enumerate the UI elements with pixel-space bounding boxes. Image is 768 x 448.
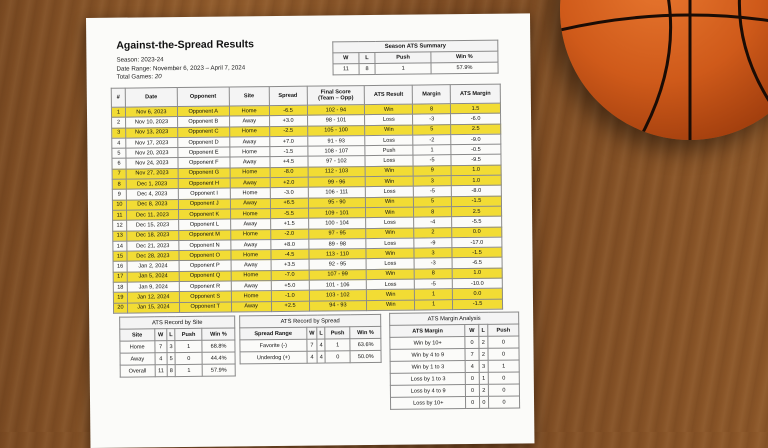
results-cell: Opponent Q [179, 271, 231, 282]
spread-cell: 0 [325, 351, 350, 363]
results-cell: Away [231, 281, 271, 292]
results-cell: -1.0 [271, 291, 309, 302]
results-cell: +3.5 [271, 260, 309, 271]
results-cell: +8.0 [270, 239, 308, 250]
results-cell: 94 - 93 [309, 300, 367, 311]
results-cell: 99 - 96 [308, 177, 366, 188]
summary-value: 1 [375, 63, 431, 75]
margin-cell: 0 [489, 396, 520, 408]
spread-cell: 1 [325, 339, 350, 351]
results-cell: 92 - 95 [309, 259, 367, 270]
results-cell: Opponent K [178, 209, 230, 220]
results-cell: -9 [414, 238, 452, 249]
results-cell: 6 [112, 159, 126, 169]
margin-cell: Loss by 10+ [390, 397, 466, 410]
site-cell: 0 [175, 352, 202, 364]
record-by-spread-table [239, 314, 382, 364]
spread-header: Win % [350, 326, 381, 338]
results-cell: Win [366, 228, 414, 239]
results-cell: -5.5 [270, 208, 308, 219]
results-cell: -2.0 [270, 229, 308, 240]
results-header: ATS Margin [450, 84, 500, 104]
results-cell: Opponent H [178, 178, 230, 189]
results-cell: Away [229, 116, 269, 127]
margin-header: W [465, 324, 478, 336]
results-cell: 15 [113, 251, 127, 261]
results-cell: Loss [366, 217, 414, 228]
results-cell: 3 [414, 248, 452, 259]
results-cell: 91 - 93 [307, 135, 365, 146]
margin-cell: 0 [488, 348, 519, 360]
season-summary-table [332, 40, 498, 76]
results-cell: +6.5 [270, 198, 308, 209]
site-cell: 3 [167, 341, 175, 353]
summary-header: Push [375, 52, 431, 64]
results-cell: Opponent G [178, 168, 230, 179]
margin-body [390, 336, 520, 409]
results-cell: 102 - 94 [307, 105, 365, 116]
site-header: Site [120, 329, 155, 341]
summary-value: 8 [359, 63, 376, 74]
site-cell: Overall [120, 365, 155, 377]
site-header: Win % [202, 328, 235, 340]
margin-cell: 3 [479, 360, 488, 372]
margin-cell: 0 [488, 372, 519, 384]
results-cell: 1 [415, 299, 453, 310]
results-cell: Dec 28, 2023 [127, 251, 179, 262]
results-cell: -6.5 [269, 105, 307, 116]
margin-analysis-table [389, 311, 520, 409]
results-cell: Opponent T [179, 302, 231, 313]
results-cell: Nov 24, 2023 [126, 158, 178, 169]
results-cell: 2.5 [451, 124, 501, 135]
results-cell: 11 [113, 210, 127, 220]
results-cell: 8 [414, 268, 452, 279]
results-cell: Away [230, 219, 270, 230]
results-cell: Opponent R [179, 281, 231, 292]
spread-header: Push [325, 327, 350, 339]
results-cell: 2.5 [452, 206, 502, 217]
results-cell: 20 [113, 303, 127, 313]
results-cell: -2.5 [269, 126, 307, 137]
site-header: Push [175, 328, 202, 340]
results-cell: -4 [414, 217, 452, 228]
margin-cell: 0 [488, 336, 519, 348]
results-cell: Dec 11, 2023 [126, 210, 178, 221]
results-cell: Nov 10, 2023 [126, 117, 178, 128]
results-cell: Push [365, 145, 413, 156]
margin-header: L [478, 324, 487, 336]
margin-cell: Win by 10+ [390, 337, 466, 350]
site-body [120, 340, 235, 377]
results-header: Spread [269, 86, 307, 105]
season-line: Season: 2023-24 [116, 56, 164, 64]
margin-cell: 0 [466, 372, 479, 384]
margin-cell: Loss by 4 to 9 [390, 385, 466, 398]
results-cell: 100 - 104 [308, 218, 366, 229]
results-cell: Opponent S [179, 291, 231, 302]
results-cell: Opponent M [179, 230, 231, 241]
results-cell: Opponent F [178, 157, 230, 168]
results-cell: Opponent A [177, 106, 229, 117]
results-cell: +1.5 [270, 218, 308, 229]
results-cell: Nov 17, 2023 [126, 137, 178, 148]
results-cell: +5.0 [271, 280, 309, 291]
margin-cell: 0 [465, 336, 478, 348]
results-cell: 8 [413, 104, 451, 115]
results-cell: 2 [112, 117, 126, 127]
results-cell: -9.5 [451, 155, 501, 166]
results-cell: -1.5 [453, 299, 503, 310]
results-cell: Dec 1, 2023 [126, 179, 178, 190]
results-cell: 1.0 [451, 165, 501, 176]
results-cell: 16 [113, 262, 127, 272]
results-cell: Jan 2, 2024 [127, 261, 179, 272]
results-cell: Home [231, 291, 271, 302]
results-cell: -5.5 [452, 216, 502, 227]
results-cell: Jan 12, 2024 [127, 292, 179, 303]
results-cell: Home [229, 126, 269, 137]
results-cell: +7.0 [269, 136, 307, 147]
margin-cell: Win by 4 to 9 [390, 349, 466, 362]
results-cell: 9 [413, 165, 451, 176]
site-cell: Away [120, 353, 155, 365]
results-header: Date [125, 88, 177, 108]
results-cell: -3 [413, 114, 451, 125]
results-cell: Opponent C [177, 127, 229, 138]
margin-header: Push [488, 324, 519, 336]
results-cell: Away [230, 198, 270, 209]
results-header: Margin [412, 85, 450, 104]
results-cell: -3.0 [270, 188, 308, 199]
results-cell: 97 - 95 [308, 228, 366, 239]
results-cell: -0.5 [451, 144, 501, 155]
site-cell: 57.9% [202, 364, 235, 376]
results-cell: 1 [413, 145, 451, 156]
record-by-site-table [119, 315, 236, 377]
results-cell: Opponent N [179, 240, 231, 251]
results-cell: Dec 21, 2023 [127, 240, 179, 251]
results-cell: 13 [113, 231, 127, 241]
results-cell: Nov 27, 2023 [126, 168, 178, 179]
results-cell: 18 [113, 282, 127, 292]
site-cell: 7 [154, 341, 167, 353]
margin-cell: 0 [466, 384, 479, 396]
results-cell: Win [366, 207, 414, 218]
results-cell: 3 [112, 128, 126, 138]
results-cell: 5 [413, 124, 451, 135]
results-cell: -1.5 [269, 146, 307, 157]
results-cell: Home [230, 188, 270, 199]
spread-body [240, 338, 381, 363]
total-games-label: Total Games: [116, 73, 154, 81]
results-cell: Win [367, 300, 415, 311]
results-cell: Win [365, 176, 413, 187]
results-cell: 14 [113, 241, 127, 251]
margin-cell: 7 [465, 348, 478, 360]
results-cell: -8.0 [451, 186, 501, 197]
results-cell: 113 - 110 [308, 249, 366, 260]
results-cell: Home [230, 209, 270, 220]
results-cell: -9.0 [451, 134, 501, 145]
results-cell: Win [366, 248, 414, 259]
site-header: L [167, 329, 175, 341]
results-cell: 12 [113, 220, 127, 230]
results-cell: -10.0 [452, 278, 502, 289]
results-cell: 1.5 [450, 103, 500, 114]
results-cell: Jan 9, 2024 [127, 282, 179, 293]
paper-sheet [86, 13, 534, 448]
spread-cell: Favorite (-) [240, 339, 307, 352]
results-cell: 97 - 102 [307, 156, 365, 167]
results-cell: Loss [366, 259, 414, 270]
results-cell: Loss [366, 238, 414, 249]
basketball-image [560, 0, 768, 140]
results-cell: 8 [112, 179, 126, 189]
document-title: Against-the-Spread Results [116, 38, 255, 52]
site-cell: 5 [167, 353, 175, 365]
margin-cell: 1 [479, 372, 488, 384]
results-cell: 0.0 [452, 288, 502, 299]
results-header: Site [229, 87, 269, 106]
margin-caption: ATS Margin Analysis [390, 312, 519, 325]
site-cell: 4 [155, 353, 168, 365]
results-cell: -3 [414, 258, 452, 269]
results-cell: Win [366, 269, 414, 280]
results-header: ATS Result [365, 85, 413, 105]
results-cell: 108 - 107 [307, 146, 365, 157]
margin-cell: 2 [479, 336, 488, 348]
results-cell: +2.5 [271, 301, 309, 312]
results-cell: Opponent D [178, 137, 230, 148]
results-cell: 109 - 101 [308, 208, 366, 219]
results-cell: +4.5 [270, 157, 308, 168]
site-row [120, 364, 235, 377]
results-cell: 1.0 [452, 268, 502, 279]
margin-cell: 0 [466, 396, 479, 408]
results-cell: Dec 15, 2023 [127, 220, 179, 231]
results-cell: Dec 18, 2023 [127, 230, 179, 241]
results-cell: 7 [112, 169, 126, 179]
results-cell: -5 [413, 155, 451, 166]
results-cell: Win [366, 197, 414, 208]
margin-cell: 0 [488, 384, 519, 396]
results-cell: Opponent L [178, 219, 230, 230]
results-header: Opponent [177, 87, 229, 107]
results-cell: 107 - 99 [309, 269, 367, 280]
summary-values-row [333, 62, 498, 75]
spread-cell: Underdog (+) [240, 351, 307, 364]
results-cell: Away [230, 178, 270, 189]
results-cell: Dec 4, 2023 [126, 189, 178, 200]
results-cell: +3.0 [269, 115, 307, 126]
results-cell: Opponent B [177, 116, 229, 127]
results-cell: -7.0 [271, 270, 309, 281]
results-cell: Home [229, 106, 269, 117]
total-games-value: 20 [154, 73, 162, 81]
results-cell: Home [231, 250, 271, 261]
results-cell: Nov 13, 2023 [126, 127, 178, 138]
results-cell: Home [230, 229, 270, 240]
site-cell: 44.4% [202, 352, 235, 364]
results-cell: Loss [366, 186, 414, 197]
site-cell: 11 [155, 365, 168, 377]
date-range-line: Date Range: November 6, 2023 – April 7, 2024 [116, 63, 246, 73]
spread-cell: 7 [306, 339, 317, 351]
results-cell: Win [365, 125, 413, 136]
results-cell: 8 [414, 207, 452, 218]
spread-header: L [317, 327, 325, 339]
margin-cell: 2 [479, 348, 488, 360]
results-cell: 9 [112, 189, 126, 199]
results-cell: 5 [112, 148, 126, 158]
results-cell: 101 - 106 [309, 280, 367, 291]
spread-row [240, 350, 381, 363]
results-cell: 95 - 90 [308, 197, 366, 208]
results-cell: Win [365, 104, 413, 115]
margin-cell: Win by 1 to 3 [390, 361, 466, 374]
results-cell: Away [231, 260, 271, 271]
spread-cell: 4 [317, 351, 325, 363]
results-cell: Home [230, 167, 270, 178]
results-cell: Win [367, 289, 415, 300]
results-cell: 105 - 100 [307, 125, 365, 136]
margin-cell: 2 [479, 384, 488, 396]
results-cell: Home [230, 147, 270, 158]
site-cell: 68.8% [202, 340, 235, 352]
margin-cell: 4 [466, 360, 479, 372]
summary-value: 57.9% [431, 62, 498, 74]
results-cell: 103 - 102 [309, 290, 367, 301]
basketball-seams [560, 0, 768, 140]
results-cell: Opponent P [179, 260, 231, 271]
results-cell: Nov 20, 2023 [126, 148, 178, 159]
results-cell: -5 [413, 186, 451, 197]
results-cell: 2 [414, 227, 452, 238]
results-cell: Opponent E [178, 147, 230, 158]
site-cell: Home [120, 341, 155, 353]
results-cell: Opponent O [179, 250, 231, 261]
spread-cell: 63.6% [350, 338, 381, 350]
summary-caption: Season ATS Summary [333, 40, 498, 53]
results-cell: 1.0 [451, 175, 501, 186]
summary-value: 11 [333, 64, 359, 75]
spread-header: W [306, 327, 317, 339]
results-body [111, 103, 502, 313]
margin-cell: Loss by 1 to 3 [390, 373, 466, 386]
results-cell: Opponent J [178, 199, 230, 210]
results-cell: Jan 15, 2024 [127, 302, 179, 313]
results-cell: 3 [413, 176, 451, 187]
margin-cell: 1 [488, 360, 519, 372]
results-cell: 19 [113, 292, 127, 302]
spread-cell: 4 [317, 339, 325, 351]
results-cell: 112 - 103 [308, 166, 366, 177]
results-cell: Away [229, 136, 269, 147]
site-cell: 1 [175, 364, 202, 376]
results-cell: -2 [413, 135, 451, 146]
results-cell: -4.5 [271, 249, 309, 260]
results-cell: -1.5 [451, 196, 501, 207]
margin-header: ATS Margin [390, 325, 466, 338]
spread-caption: ATS Record by Spread [240, 314, 381, 327]
results-cell: Away [230, 157, 270, 168]
site-caption: ATS Record by Site [120, 316, 235, 329]
results-cell: Loss [365, 156, 413, 167]
summary-header: Win % [431, 51, 498, 63]
results-cell: 89 - 98 [308, 238, 366, 249]
results-header: # [111, 88, 125, 107]
results-cell: 10 [112, 200, 126, 210]
results-cell: +2.0 [270, 177, 308, 188]
results-cell: 98 - 101 [307, 115, 365, 126]
results-cell: -17.0 [452, 237, 502, 248]
summary-header: L [359, 52, 376, 63]
site-cell: 8 [167, 365, 175, 377]
results-cell: -1.5 [452, 247, 502, 258]
margin-cell: 0 [479, 396, 488, 408]
spread-header: Spread Range [240, 327, 307, 340]
results-cell: Jan 5, 2024 [127, 271, 179, 282]
results-cell: 106 - 111 [308, 187, 366, 198]
spread-cell: 4 [307, 351, 318, 363]
total-games-line [117, 72, 246, 82]
results-cell: Loss [367, 279, 415, 290]
results-cell: Opponent I [178, 188, 230, 199]
site-header: W [154, 329, 167, 341]
results-cell: -8.0 [270, 167, 308, 178]
document-meta [116, 55, 245, 82]
results-header: Final Score (Team – Opp) [307, 86, 365, 106]
results-cell: -6.0 [451, 113, 501, 124]
results-cell: Win [365, 166, 413, 177]
results-cell: Away [231, 239, 271, 250]
results-cell: Home [231, 270, 271, 281]
results-cell: 1 [415, 289, 453, 300]
results-cell: Away [231, 301, 271, 312]
results-cell: -6.5 [452, 258, 502, 269]
results-cell: Dec 8, 2023 [126, 199, 178, 210]
game-results-table [111, 84, 503, 314]
results-cell: 0.0 [452, 227, 502, 238]
results-cell: Nov 6, 2023 [125, 107, 177, 118]
results-cell: 17 [113, 272, 127, 282]
results-cell: Loss [365, 114, 413, 125]
spread-cell: 50.0% [350, 350, 381, 362]
margin-row [390, 396, 519, 409]
site-cell: 1 [175, 340, 202, 352]
results-cell: 5 [414, 196, 452, 207]
results-cell: -5 [414, 279, 452, 290]
results-cell: 4 [112, 138, 126, 148]
results-cell: 1 [111, 107, 125, 117]
summary-header: W [333, 53, 359, 64]
results-cell: Loss [365, 135, 413, 146]
